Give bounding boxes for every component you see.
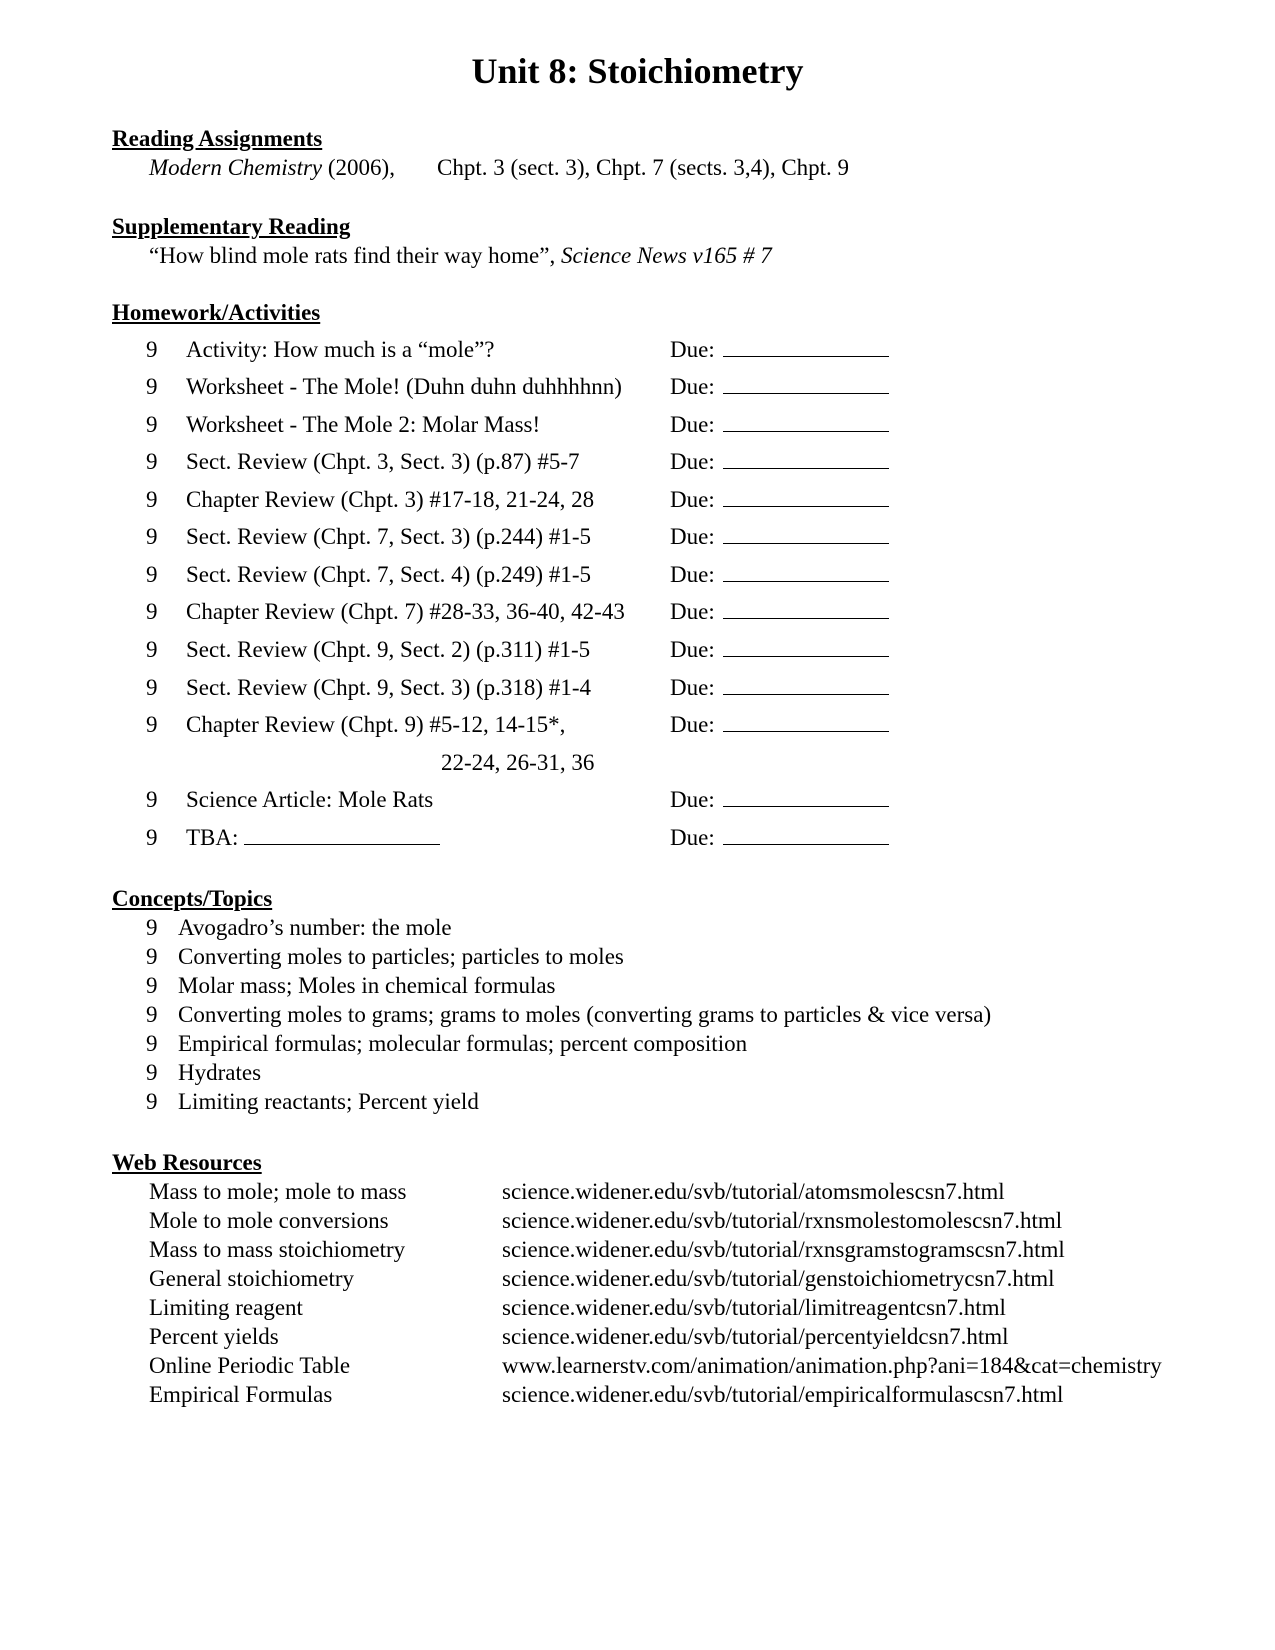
due-date-blank-line[interactable] (723, 375, 889, 394)
resource-label: Mass to mole; mole to mass (149, 1179, 407, 1204)
due-date-blank-line[interactable] (723, 713, 889, 732)
concept-item: Converting moles to particles; particles to moles (178, 944, 624, 969)
due-label (670, 599, 889, 625)
due-label (670, 787, 889, 813)
due-date-blank-line[interactable] (723, 450, 889, 469)
homework-heading: Homework/Activities (112, 300, 321, 325)
homework-item: TBA: (186, 825, 440, 851)
due-date-blank-line[interactable] (723, 525, 889, 544)
due-text: Due: (670, 337, 715, 362)
article-source: Science News v165 # 7 (560, 243, 772, 268)
homework-bullet: 9 (146, 787, 158, 812)
book-title: Modern Chemistry (149, 155, 323, 180)
due-text: Due: (670, 412, 715, 437)
reading-book (149, 155, 395, 181)
due-label (670, 487, 889, 513)
due-label (670, 337, 889, 363)
homework-bullet: 9 (146, 637, 158, 662)
due-label (670, 825, 889, 851)
homework-bullet: 9 (146, 374, 158, 399)
due-label (670, 374, 889, 400)
concept-item: Converting moles to grams; grams to moles (converting grams to particles & vice versa) (178, 1002, 992, 1027)
due-text: Due: (670, 599, 715, 624)
due-text: Due: (670, 487, 715, 512)
homework-bullet: 9 (146, 412, 158, 437)
due-date-blank-line[interactable] (723, 338, 889, 357)
due-date-blank-line[interactable] (723, 638, 889, 657)
homework-item: Sect. Review (Chpt. 7, Sect. 3) (p.244) #1-5 (186, 524, 591, 549)
concept-item: Molar mass; Moles in chemical formulas (178, 973, 556, 998)
homework-bullet: 9 (146, 449, 158, 474)
resource-url[interactable]: www.learnerstv.com/animation/animation.php?ani=184&cat=chemistry (502, 1353, 1162, 1378)
page-title: Unit 8: Stoichiometry (471, 51, 804, 91)
homework-item-continuation: 22-24, 26-31, 36 (441, 750, 595, 775)
resource-url[interactable]: science.widener.edu/svb/tutorial/percentyieldcsn7.html (502, 1324, 1009, 1349)
homework-item: Chapter Review (Chpt. 9) #5-12, 14-15*, (186, 712, 566, 737)
due-date-blank-line[interactable] (723, 788, 889, 807)
due-label (670, 675, 889, 701)
resource-label: General stoichiometry (149, 1266, 355, 1291)
homework-bullet: 9 (146, 562, 158, 587)
resource-label: Online Periodic Table (149, 1353, 351, 1378)
homework-item: Activity: How much is a “mole”? (186, 337, 495, 362)
reading-heading: Reading Assignments (112, 126, 323, 151)
due-label (670, 449, 889, 475)
reading-chapters: Chpt. 3 (sect. 3), Chpt. 7 (sects. 3,4), Chpt. 9 (437, 155, 850, 180)
homework-item: Worksheet - The Mole 2: Molar Mass! (186, 412, 541, 437)
homework-item: Sect. Review (Chpt. 3, Sect. 3) (p.87) #5-7 (186, 449, 580, 474)
concept-bullet: 9 (146, 973, 158, 998)
due-text: Due: (670, 712, 715, 737)
due-text: Due: (670, 524, 715, 549)
tba-blank-line[interactable] (244, 826, 440, 845)
article-title: “How blind mole rats find their way home”, (149, 243, 561, 268)
due-text: Due: (670, 787, 715, 812)
due-label (670, 562, 889, 588)
homework-bullet: 9 (146, 825, 158, 850)
concept-bullet: 9 (146, 915, 158, 940)
due-label (670, 412, 889, 438)
homework-item: Sect. Review (Chpt. 7, Sect. 4) (p.249) #1-5 (186, 562, 591, 587)
resource-url[interactable]: science.widener.edu/svb/tutorial/atomsmolescsn7.html (502, 1179, 1005, 1204)
due-label (670, 524, 889, 550)
concept-item: Hydrates (178, 1060, 262, 1085)
homework-item: Chapter Review (Chpt. 3) #17-18, 21-24, 28 (186, 487, 595, 512)
resource-label: Limiting reagent (149, 1295, 303, 1320)
book-year: (2006), (322, 155, 395, 180)
due-date-blank-line[interactable] (723, 676, 889, 695)
resource-label: Percent yields (149, 1324, 279, 1349)
resource-url[interactable]: science.widener.edu/svb/tutorial/genstoichiometrycsn7.html (502, 1266, 1055, 1291)
supplementary-heading: Supplementary Reading (112, 214, 351, 239)
due-date-blank-line[interactable] (723, 413, 889, 432)
concept-item: Empirical formulas; molecular formulas; percent composition (178, 1031, 748, 1056)
due-label (670, 637, 889, 663)
homework-item: Sect. Review (Chpt. 9, Sect. 2) (p.311) #1-5 (186, 637, 591, 662)
concept-bullet: 9 (146, 1031, 158, 1056)
resource-label: Mass to mass stoichiometry (149, 1237, 406, 1262)
due-date-blank-line[interactable] (723, 826, 889, 845)
concept-bullet: 9 (146, 1002, 158, 1027)
due-date-blank-line[interactable] (723, 488, 889, 507)
due-text: Due: (670, 825, 715, 850)
due-text: Due: (670, 562, 715, 587)
due-text: Due: (670, 675, 715, 700)
homework-bullet: 9 (146, 524, 158, 549)
due-label (670, 712, 889, 738)
supplementary-article (149, 243, 772, 269)
homework-bullet: 9 (146, 712, 158, 737)
due-text: Due: (670, 637, 715, 662)
homework-bullet: 9 (146, 675, 158, 700)
homework-item: Sect. Review (Chpt. 9, Sect. 3) (p.318) #1-4 (186, 675, 591, 700)
due-text: Due: (670, 449, 715, 474)
resource-url[interactable]: science.widener.edu/svb/tutorial/rxnsmolestomolescsn7.html (502, 1208, 1063, 1233)
due-text: Due: (670, 374, 715, 399)
resource-url[interactable]: science.widener.edu/svb/tutorial/rxnsgramstogramscsn7.html (502, 1237, 1065, 1262)
concept-item: Limiting reactants; Percent yield (178, 1089, 479, 1114)
due-date-blank-line[interactable] (723, 600, 889, 619)
homework-item: Worksheet - The Mole! (Duhn duhn duhhhhnn) (186, 374, 622, 399)
web-heading: Web Resources (112, 1150, 262, 1175)
homework-bullet: 9 (146, 487, 158, 512)
homework-bullet: 9 (146, 337, 158, 362)
concept-bullet: 9 (146, 944, 158, 969)
resource-url[interactable]: science.widener.edu/svb/tutorial/empiricalformulascsn7.html (502, 1382, 1064, 1407)
due-date-blank-line[interactable] (723, 563, 889, 582)
homework-item: Science Article: Mole Rats (186, 787, 434, 812)
concept-bullet: 9 (146, 1060, 158, 1085)
homework-bullet: 9 (146, 599, 158, 624)
resource-label: Mole to mole conversions (149, 1208, 389, 1233)
concept-item: Avogadro’s number: the mole (178, 915, 452, 940)
resource-url[interactable]: science.widener.edu/svb/tutorial/limitreagentcsn7.html (502, 1295, 1006, 1320)
homework-item: Chapter Review (Chpt. 7) #28-33, 36-40, 42-43 (186, 599, 625, 624)
concept-bullet: 9 (146, 1089, 158, 1114)
resource-label: Empirical Formulas (149, 1382, 333, 1407)
concepts-heading: Concepts/Topics (112, 886, 273, 911)
